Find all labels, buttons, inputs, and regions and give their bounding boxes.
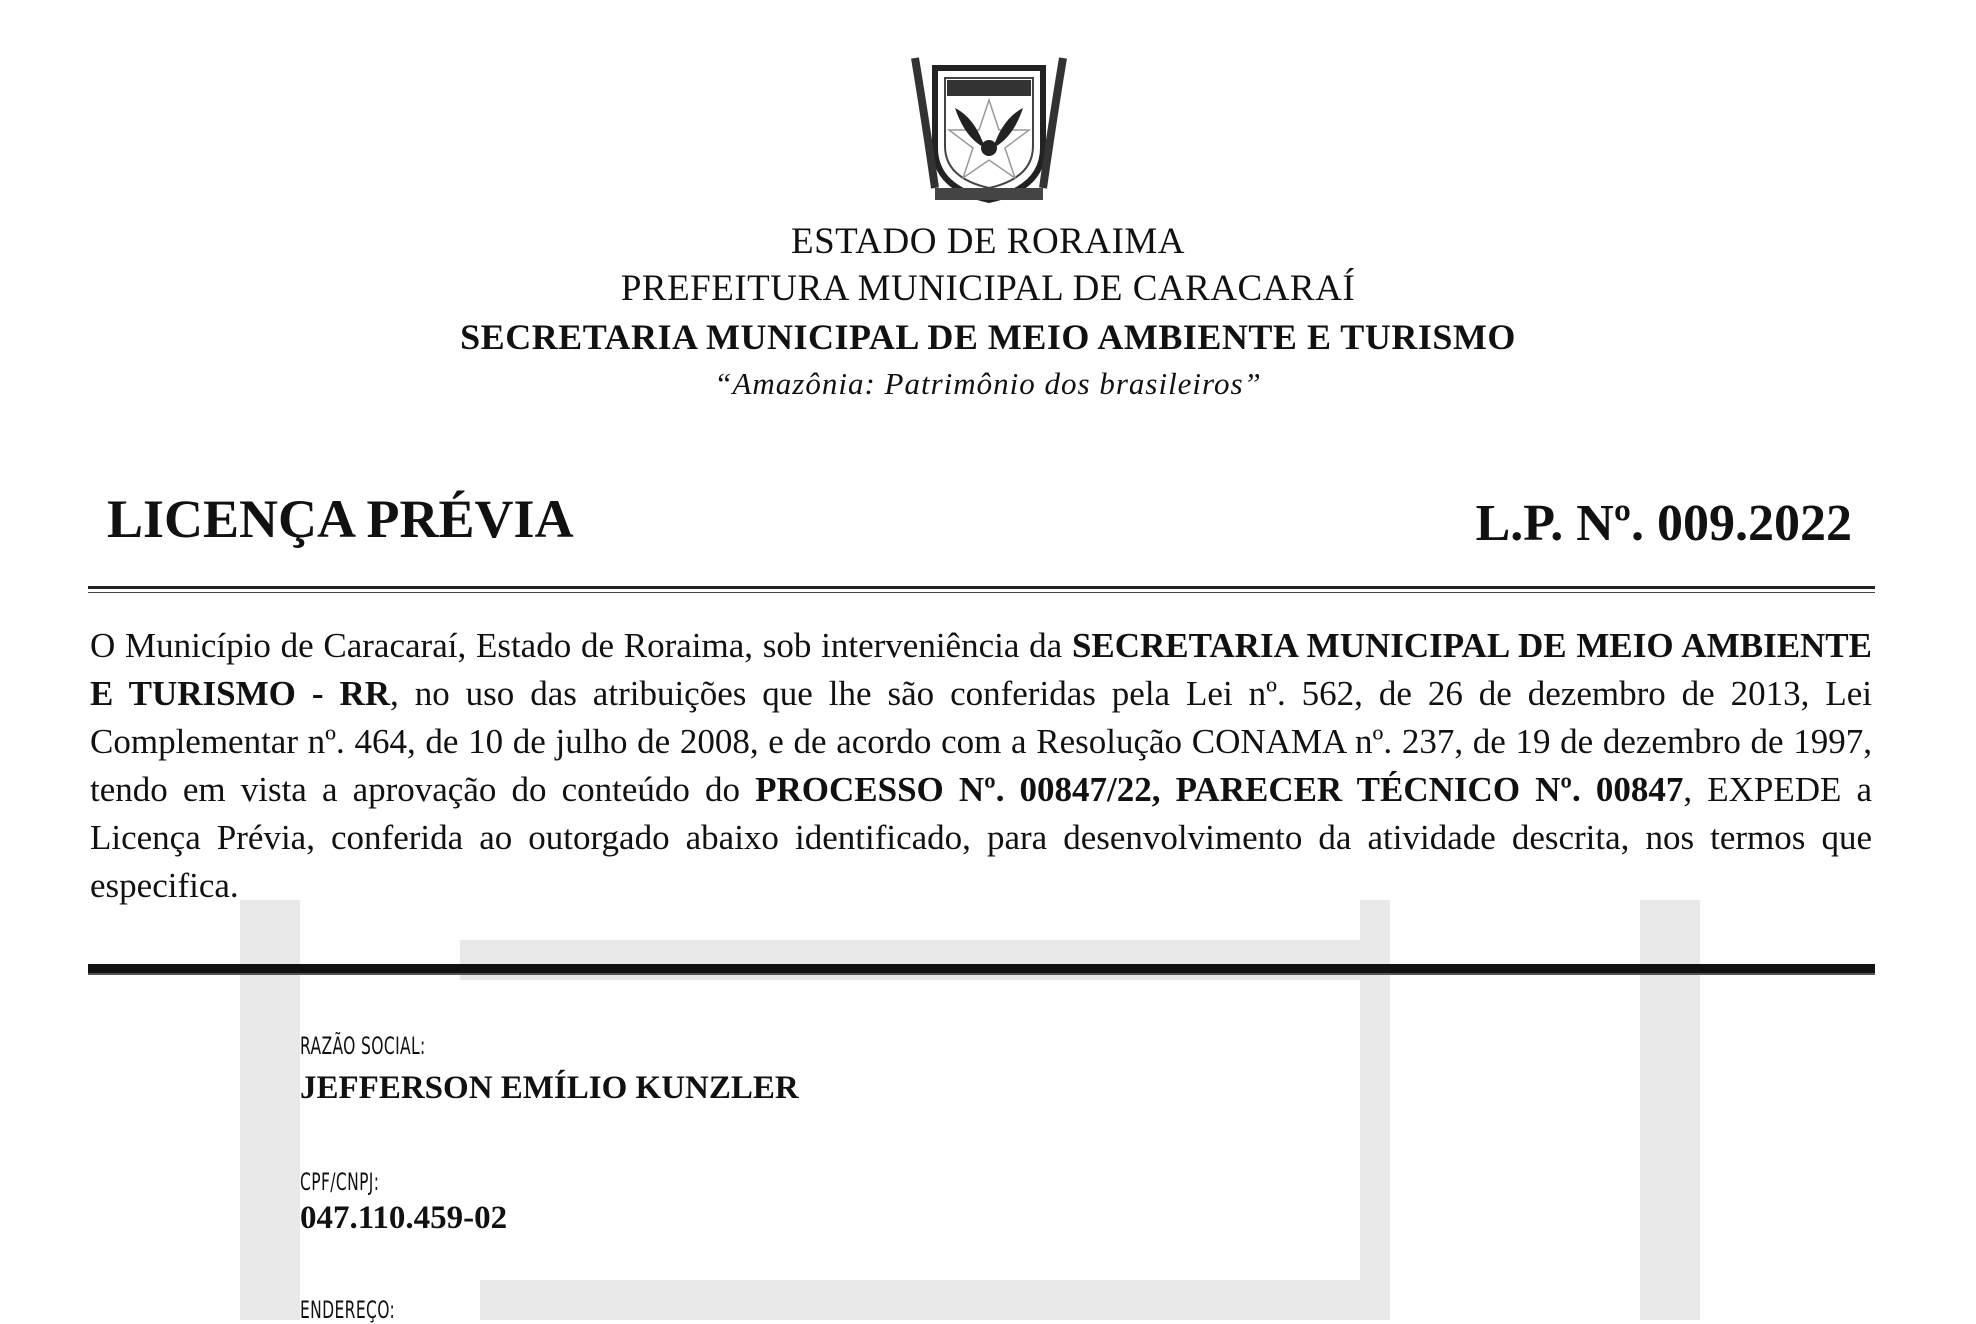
document-number: L.P. Nº. 009.2022: [1475, 495, 1852, 552]
field-label-endereco: ENDEREÇO:: [300, 1296, 396, 1324]
divider: [88, 586, 1875, 593]
field-label-razao-social: RAZÃO SOCIAL:: [300, 1032, 426, 1060]
header-secretariat: SECRETARIA MUNICIPAL DE MEIO AMBIENTE E TURISMO: [460, 317, 1516, 357]
document-title: LICENÇA PRÉVIA: [107, 489, 574, 549]
watermark-seal: [180, 900, 1760, 1320]
coat-of-arms-seal: [905, 38, 1073, 206]
body-paragraph: [90, 622, 1872, 910]
header-motto: “Amazônia: Patrimônio dos brasileiros”: [714, 366, 1262, 401]
field-value-razao-social: JEFFERSON EMÍLIO KUNZLER: [300, 1070, 799, 1106]
body-text: O Município de Caracaraí, Estado de Roraima, sob interveniência da: [90, 626, 1072, 665]
body-text: , EXPEDE a Licença Prévia, conferida ao outorgado abaixo identificado, para desenvolvimento da atividade descrita, nos termos que especifica.: [90, 770, 1872, 905]
field-value-cpf-cnpj: 047.110.459-02: [300, 1200, 508, 1236]
header-prefecture: PREFEITURA MUNICIPAL DE CARACARAÍ: [620, 268, 1356, 309]
body-bold: PROCESSO Nº. 00847/22, PARECER TÉCNICO Nº. 00847: [755, 770, 1684, 809]
body-bold: SECRETARIA MUNICIPAL DE MEIO AMBIENTE E TURISMO - RR: [90, 626, 1873, 713]
thick-divider: [88, 964, 1875, 975]
body-text: , no uso das atribuições que lhe são conferidas pela Lei nº. 562, de 26 de dezembro de 2013, Lei Complementar nº. 464, de 10 de julho de 2008, e de acordo com a Resolução CONAMA nº. 237, de 19 de dezembro de 1997, tendo em vista a aprovação do conteúdo do: [90, 674, 1872, 809]
header-state: ESTADO DE RORAIMA: [790, 221, 1186, 262]
field-label-cpf-cnpj: CPF/CNPJ:: [300, 1168, 380, 1196]
